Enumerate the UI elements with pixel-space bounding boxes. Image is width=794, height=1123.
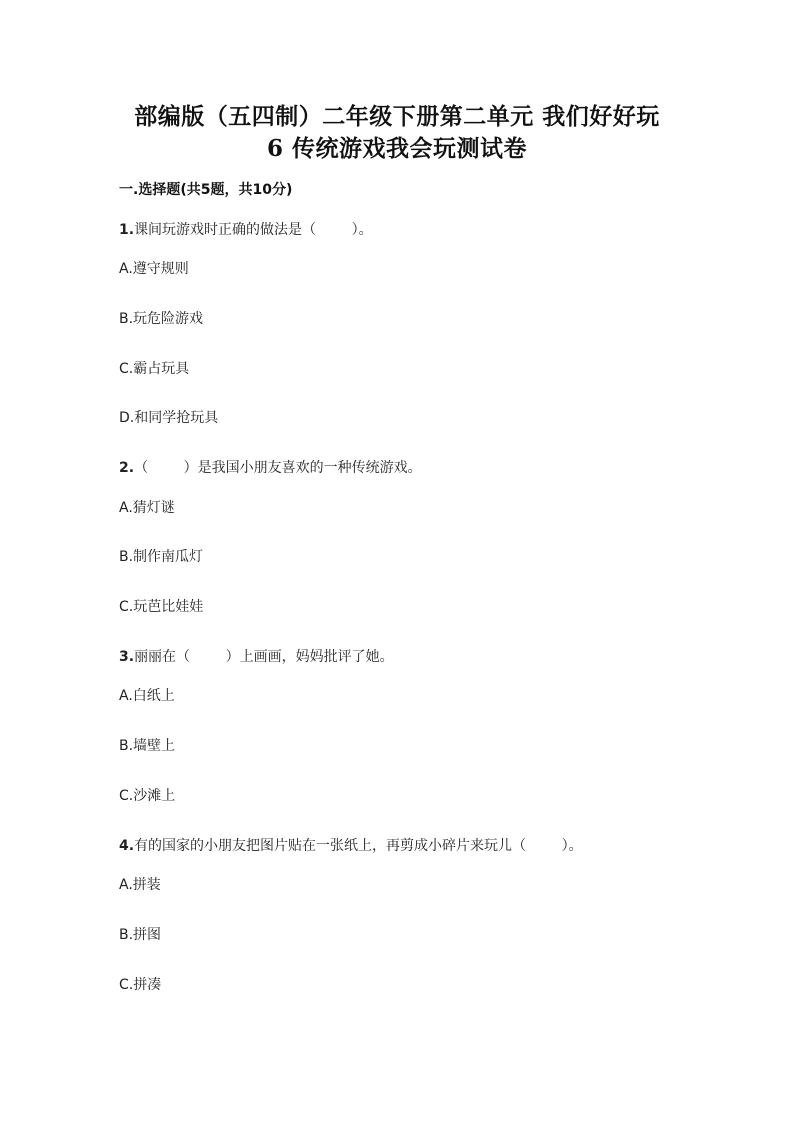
question-2-option-a: A.猜灯谜 — [119, 500, 175, 516]
question-3-option-c: C.沙滩上 — [119, 788, 176, 804]
question-text: 课间玩游戏时正确的做法是（ ）。 — [134, 222, 373, 238]
question-number: 3. — [119, 649, 135, 665]
question-number: 1. — [119, 222, 135, 238]
question-3-option-a: A.白纸上 — [119, 688, 175, 704]
question-4-option-c: C.拼凑 — [119, 977, 162, 993]
question-2-option-b: B.制作南瓜灯 — [119, 549, 204, 565]
question-2-option-c: C.玩芭比娃娃 — [119, 599, 204, 615]
question-3 — [119, 646, 394, 666]
question-number: 2. — [119, 460, 135, 476]
question-1 — [119, 219, 373, 239]
question-1-option-a: A.遵守规则 — [119, 261, 189, 277]
question-1-option-b: B.玩危险游戏 — [119, 311, 204, 327]
section-heading: 一.选择题(共5题，共10分) — [119, 182, 293, 198]
question-4 — [119, 835, 583, 855]
question-text: 丽丽在（ ）上画画，妈妈批评了她。 — [134, 649, 394, 665]
question-4-option-b: B.拼图 — [119, 927, 162, 943]
question-text: （ ）是我国小朋友喜欢的一种传统游戏。 — [134, 460, 422, 476]
question-4-option-a: A.拼装 — [119, 877, 161, 893]
question-1-option-c: C.霸占玩具 — [119, 361, 190, 377]
question-text: 有的国家的小朋友把图片贴在一张纸上，再剪成小碎片来玩儿（ ）。 — [134, 838, 583, 854]
document-title-line2: 6 传统游戏我会玩测试卷 — [266, 135, 527, 162]
question-2 — [119, 457, 422, 477]
document-title-line1: 部编版（五四制）二年级下册第二单元 我们好好玩 — [134, 103, 660, 130]
question-1-option-d: D.和同学抢玩具 — [119, 410, 219, 426]
question-3-option-b: B.墙壁上 — [119, 738, 176, 754]
question-number: 4. — [119, 838, 135, 854]
